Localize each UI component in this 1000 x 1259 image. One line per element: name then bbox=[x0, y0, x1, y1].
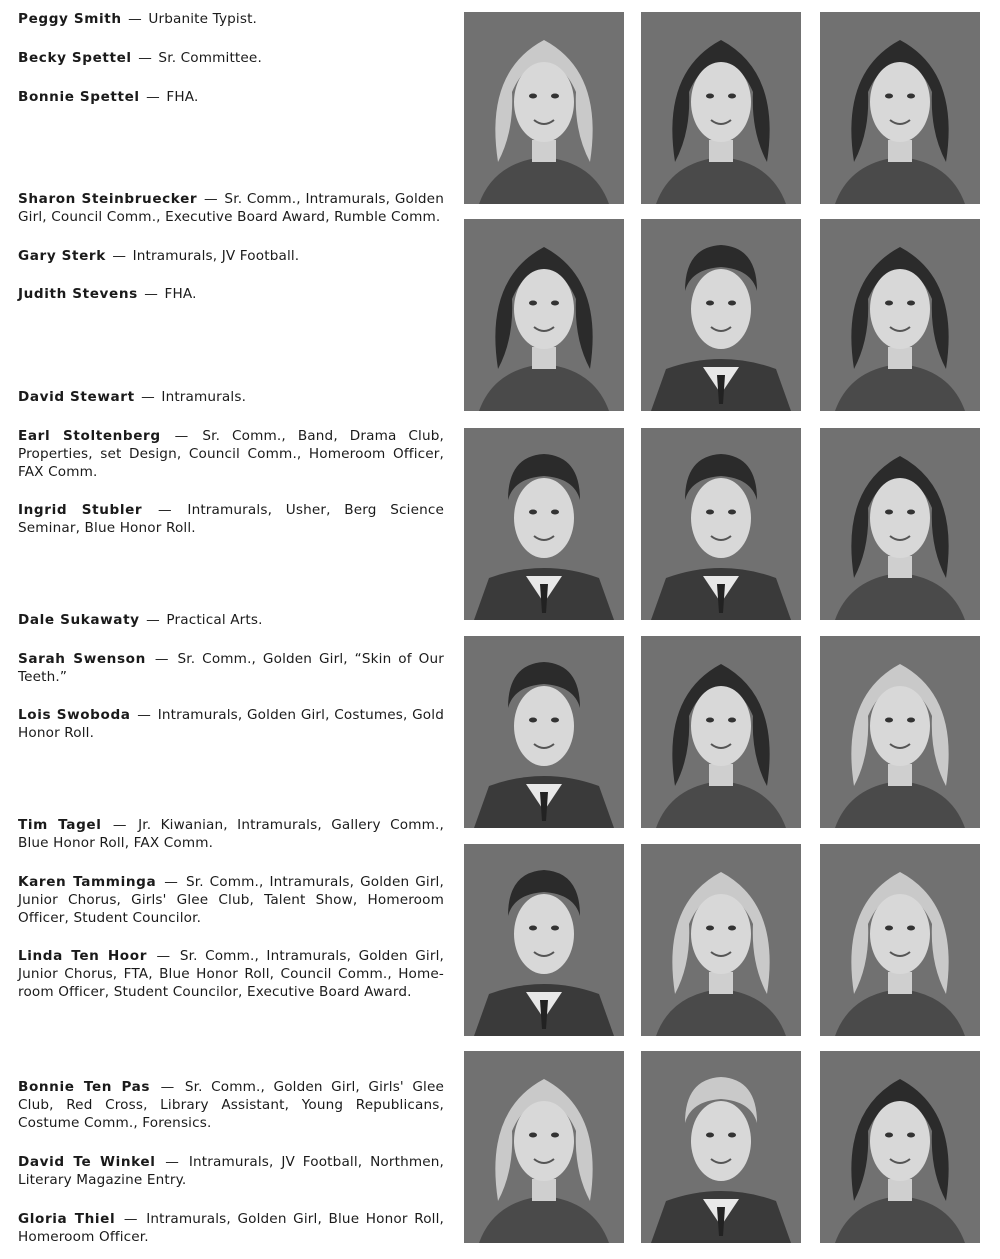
senior-name: Judith Stevens bbox=[18, 286, 138, 302]
senior-name: Lois Swoboda bbox=[18, 707, 131, 723]
portrait-female-icon bbox=[641, 636, 801, 828]
portrait-male-icon bbox=[641, 1051, 801, 1243]
senior-portrait-photo bbox=[641, 219, 801, 411]
senior-entry bbox=[18, 816, 444, 852]
senior-activities: Intramurals, JV Football, Northmen, Literary Magazine Entry. bbox=[18, 1154, 444, 1188]
entry-dash: — bbox=[146, 612, 160, 628]
portrait-female-icon bbox=[820, 428, 980, 620]
entry-dash: — bbox=[144, 286, 159, 302]
senior-entry bbox=[18, 388, 444, 406]
senior-entry bbox=[18, 247, 444, 265]
portrait-female-icon bbox=[820, 219, 980, 411]
senior-entry bbox=[18, 501, 444, 537]
senior-entry bbox=[18, 49, 444, 67]
senior-activities: Sr. Committee. bbox=[158, 50, 262, 66]
entry-dash: — bbox=[112, 248, 127, 264]
senior-name: Tim Tagel bbox=[18, 817, 102, 833]
senior-entry bbox=[18, 611, 444, 629]
senior-activities: Practical Arts. bbox=[166, 612, 263, 628]
portrait-female-icon bbox=[464, 12, 624, 204]
senior-activities: Intramurals, JV Football. bbox=[132, 248, 300, 264]
entry-dash: — bbox=[123, 1211, 138, 1227]
portrait-female-icon bbox=[464, 219, 624, 411]
portrait-male-icon bbox=[464, 636, 624, 828]
senior-portrait-photo bbox=[820, 12, 980, 204]
entry-dash: — bbox=[137, 707, 151, 723]
entry-dash: — bbox=[112, 817, 127, 833]
senior-name: Gloria Thiel bbox=[18, 1211, 116, 1227]
senior-activities: Intramurals, Golden Girl, Costumes, Gold Honor Roll. bbox=[18, 707, 444, 741]
senior-entry bbox=[18, 285, 444, 303]
senior-name: Bonnie Ten Pas bbox=[18, 1079, 151, 1095]
senior-portrait-photo bbox=[820, 636, 980, 828]
senior-portrait-photo bbox=[641, 636, 801, 828]
senior-name: Dale Sukawaty bbox=[18, 612, 140, 628]
senior-name: Ingrid Stubler bbox=[18, 502, 143, 518]
senior-activities: Sr. Comm., Golden Girl, “Skin of Our Teeth.” bbox=[18, 651, 444, 685]
senior-portrait-photo bbox=[464, 12, 624, 204]
entry-dash: — bbox=[141, 389, 155, 405]
senior-name: Sharon Steinbruecker bbox=[18, 191, 198, 207]
portrait-female-icon bbox=[820, 636, 980, 828]
senior-entry bbox=[18, 88, 444, 106]
senior-activities: Sr. Comm., Band, Drama Club, Properties, set Design, Council Comm., Homeroom Officer, FAX Comm. bbox=[18, 428, 444, 480]
senior-portrait-photo bbox=[464, 428, 624, 620]
senior-entry bbox=[18, 947, 444, 1001]
senior-entry bbox=[18, 706, 444, 742]
portrait-male-icon bbox=[641, 219, 801, 411]
portrait-male-icon bbox=[641, 428, 801, 620]
senior-entry bbox=[18, 10, 444, 28]
senior-portrait-photo bbox=[641, 1051, 801, 1243]
portrait-male-icon bbox=[464, 428, 624, 620]
entry-dash: — bbox=[174, 428, 189, 444]
senior-name: Becky Spettel bbox=[18, 50, 132, 66]
entry-dash: — bbox=[157, 502, 172, 518]
entry-dash: — bbox=[165, 1154, 180, 1170]
portrait-male-icon bbox=[464, 844, 624, 1036]
entry-dash: — bbox=[146, 89, 160, 105]
senior-portrait-photo bbox=[641, 844, 801, 1036]
senior-activities: FHA. bbox=[164, 286, 197, 302]
senior-name: Gary Sterk bbox=[18, 248, 106, 264]
senior-activities: Sr. Comm., Intramurals, Golden Girl, Council Comm., Executive Board Award, Rumble Comm. bbox=[18, 191, 444, 225]
senior-activities: FHA. bbox=[166, 89, 199, 105]
senior-entry bbox=[18, 427, 444, 481]
senior-entry bbox=[18, 1153, 444, 1189]
senior-activities: Sr. Comm., Golden Girl, Girls' Glee Club, Red Cross, Library Assistant, Young Republicans, Costume Comm., Forensics. bbox=[18, 1079, 444, 1131]
senior-name: David Stewart bbox=[18, 389, 135, 405]
senior-portrait-photo bbox=[464, 219, 624, 411]
senior-name: Peggy Smith bbox=[18, 11, 122, 27]
portrait-female-icon bbox=[820, 844, 980, 1036]
senior-portrait-photo bbox=[820, 428, 980, 620]
entry-dash: — bbox=[154, 651, 169, 667]
entry-dash: — bbox=[160, 1079, 175, 1095]
portrait-female-icon bbox=[464, 1051, 624, 1243]
senior-entry bbox=[18, 650, 444, 686]
entry-dash: — bbox=[128, 11, 142, 27]
senior-activities: Urbanite Typist. bbox=[148, 11, 258, 27]
senior-portrait-photo bbox=[820, 219, 980, 411]
senior-portrait-photo bbox=[464, 636, 624, 828]
senior-entry bbox=[18, 873, 444, 927]
senior-portrait-photo bbox=[464, 1051, 624, 1243]
portrait-female-icon bbox=[641, 844, 801, 1036]
portrait-female-icon bbox=[641, 12, 801, 204]
senior-name: Karen Tamminga bbox=[18, 874, 157, 890]
senior-portrait-photo bbox=[641, 12, 801, 204]
entry-dash: — bbox=[203, 191, 218, 207]
entry-dash: — bbox=[156, 948, 171, 964]
senior-name: Earl Stoltenberg bbox=[18, 428, 161, 444]
senior-activities: Intramurals, Usher, Berg Science Seminar, Blue Honor Roll. bbox=[18, 502, 444, 536]
senior-activities: Sr. Comm., Intramurals, Golden Girl, Junior Chorus, Girls' Glee Club, Talent Show, Homeroom Officer, Student Councilor. bbox=[18, 874, 444, 926]
senior-name: Sarah Swenson bbox=[18, 651, 146, 667]
senior-activities: Jr. Kiwanian, Intramurals, Gallery Comm., Blue Honor Roll, FAX Comm. bbox=[18, 817, 444, 851]
senior-name: David Te Winkel bbox=[18, 1154, 156, 1170]
senior-portrait-photo bbox=[820, 844, 980, 1036]
senior-portrait-photo bbox=[641, 428, 801, 620]
senior-name: Bonnie Spettel bbox=[18, 89, 140, 105]
senior-entry bbox=[18, 190, 444, 226]
senior-activities: Sr. Comm., Intramurals, Golden Girl, Junior Chorus, FTA, Blue Honor Roll, Council Comm., Home-room Officer, Student Councilor, Executive Board Award. bbox=[18, 948, 444, 1000]
senior-portrait-photo bbox=[820, 1051, 980, 1243]
senior-entry bbox=[18, 1210, 444, 1246]
senior-activities: Intramurals. bbox=[161, 389, 247, 405]
entry-dash: — bbox=[164, 874, 178, 890]
senior-name: Linda Ten Hoor bbox=[18, 948, 147, 964]
entry-dash: — bbox=[138, 50, 152, 66]
senior-activities: Intramurals, Golden Girl, Blue Honor Roll, Homeroom Officer. bbox=[18, 1211, 444, 1245]
portrait-female-icon bbox=[820, 12, 980, 204]
portrait-female-icon bbox=[820, 1051, 980, 1243]
senior-portrait-photo bbox=[464, 844, 624, 1036]
senior-entry bbox=[18, 1078, 444, 1132]
